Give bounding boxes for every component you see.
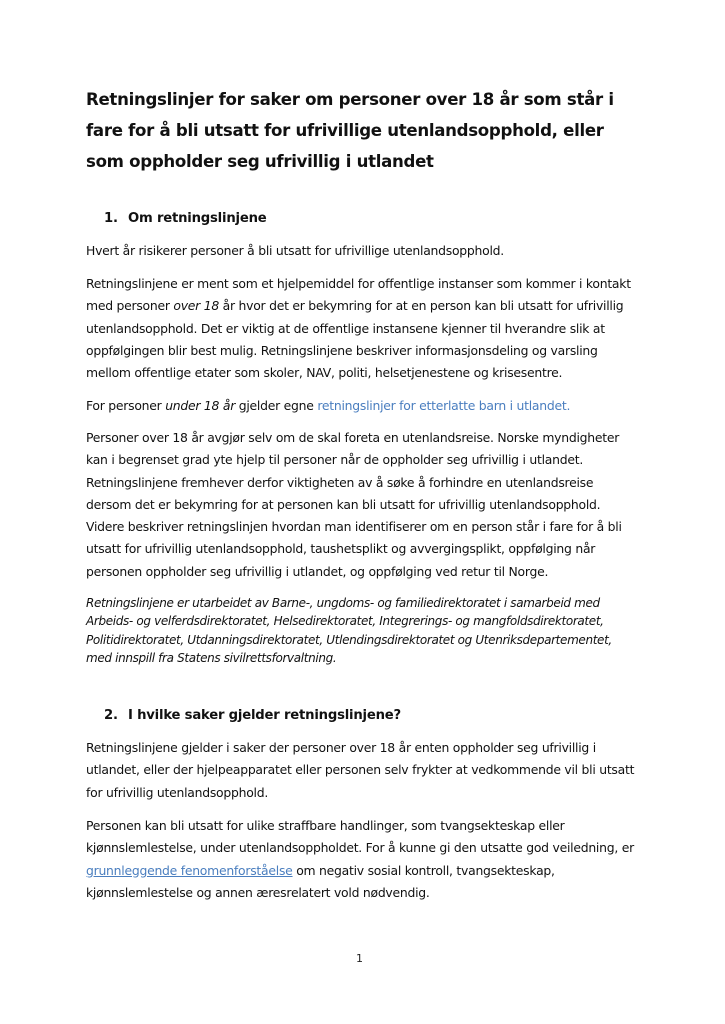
link-guidelines-children-abroad[interactable]: retningslinjer for etterlatte barn i utlandet. (317, 398, 571, 413)
section-heading-text: I hvilke saker gjelder retningslinjene? (128, 708, 401, 723)
section-heading-2 (104, 708, 401, 723)
text: Personen kan bli utsatt for ulike straffbare handlinger, som tvangsekteskap eller kjønnslemlestelse, under utenlandsoppholdet. For å kunne gi den utsatte god veiledning, er (86, 818, 634, 856)
section-number: 2. (104, 708, 118, 723)
section-heading-1 (104, 211, 267, 226)
paragraph (86, 273, 638, 384)
section-heading-text: Om retningslinjene (128, 211, 267, 226)
text: gjelder egne (235, 398, 318, 413)
paragraph: Retningslinjene gjelder i saker der personer over 18 år enten oppholder seg ufrivillig i utlandet, eller der hjelpeapparatet eller personen selv frykter at vedkommende vil bli utsatt for ufrivillig utenlandsopphold. (86, 740, 635, 800)
section-number: 1. (104, 211, 118, 226)
paragraph (86, 395, 638, 417)
italic-text: over 18 (173, 298, 219, 314)
italic-paragraph: Retningslinjene er utarbeidet av Barne-, ungdoms- og familiedirektoratet i samarbeid med Arbeids- og velferdsdirektoratet, Helsedirektoratet, Integrerings- og mangfoldsdirektoratet, Politidirektoratet, Utdanningsdirektoratet, Utlendingsdirektoratet og Utenriksdepartementet, med innspill fra Statens sivilrettsforvaltning. (86, 596, 612, 665)
paragraph: Personer over 18 år avgjør selv om de skal foreta en utenlandsreise. Norske myndigheter kan i begrenset grad yte hjelp til personer når de oppholder seg ufrivillig i utlandet. Retningslinjene fremhever derfor viktigheten av å søke å forhindre en utenlandsreise dersom det er bekymring for at personen kan bli utsatt for ufrivillig utenlandsopphold. Videre beskriver retningslinjen hvordan man identifiserer om en person står i fare for å bli utsatt for ufrivillig utenlandsopphold, taushetsplikt og avvergingsplikt, oppfølging når personen oppholder seg ufrivillig i utlandet, og oppfølging ved retur til Norge. (86, 430, 622, 579)
paragraph (86, 815, 638, 904)
document-title: Retningslinjer for saker om personer over 18 år som står i fare for å bli utsatt for ufrivillige utenlandsopphold, eller som oppholder seg ufrivillig i utlandet (86, 90, 614, 171)
text: Retningslinjene er ment som et hjelpemiddel for offentlige instanser som kommer i kontakt med personer (86, 276, 631, 314)
link-phenomenon-understanding[interactable]: grunnleggende fenomenforståelse (86, 862, 293, 878)
page-number: 1 (356, 952, 363, 965)
text: om negativ sosial kontroll, tvangsekteskap, kjønnslemlestelse og annen æresrelatert vold nødvendig. (86, 862, 555, 900)
text: år hvor det er bekymring for at en person kan bli utsatt for ufrivillig utenlandsopphold. Det er viktig at de offentlige instansene kjenner til hverandre slik at oppfølgingen blir best mulig. Retningslinjene beskriver informasjonsdeling og varsling mellom offentlige etater som skoler, NAV, politi, helsetjenestene og krisesentre. (86, 298, 624, 381)
paragraph: Hvert år risikerer personer å bli utsatt for ufrivillige utenlandsopphold. (86, 243, 504, 258)
italic-text: under 18 år (165, 398, 236, 413)
text: For personer (86, 398, 166, 413)
